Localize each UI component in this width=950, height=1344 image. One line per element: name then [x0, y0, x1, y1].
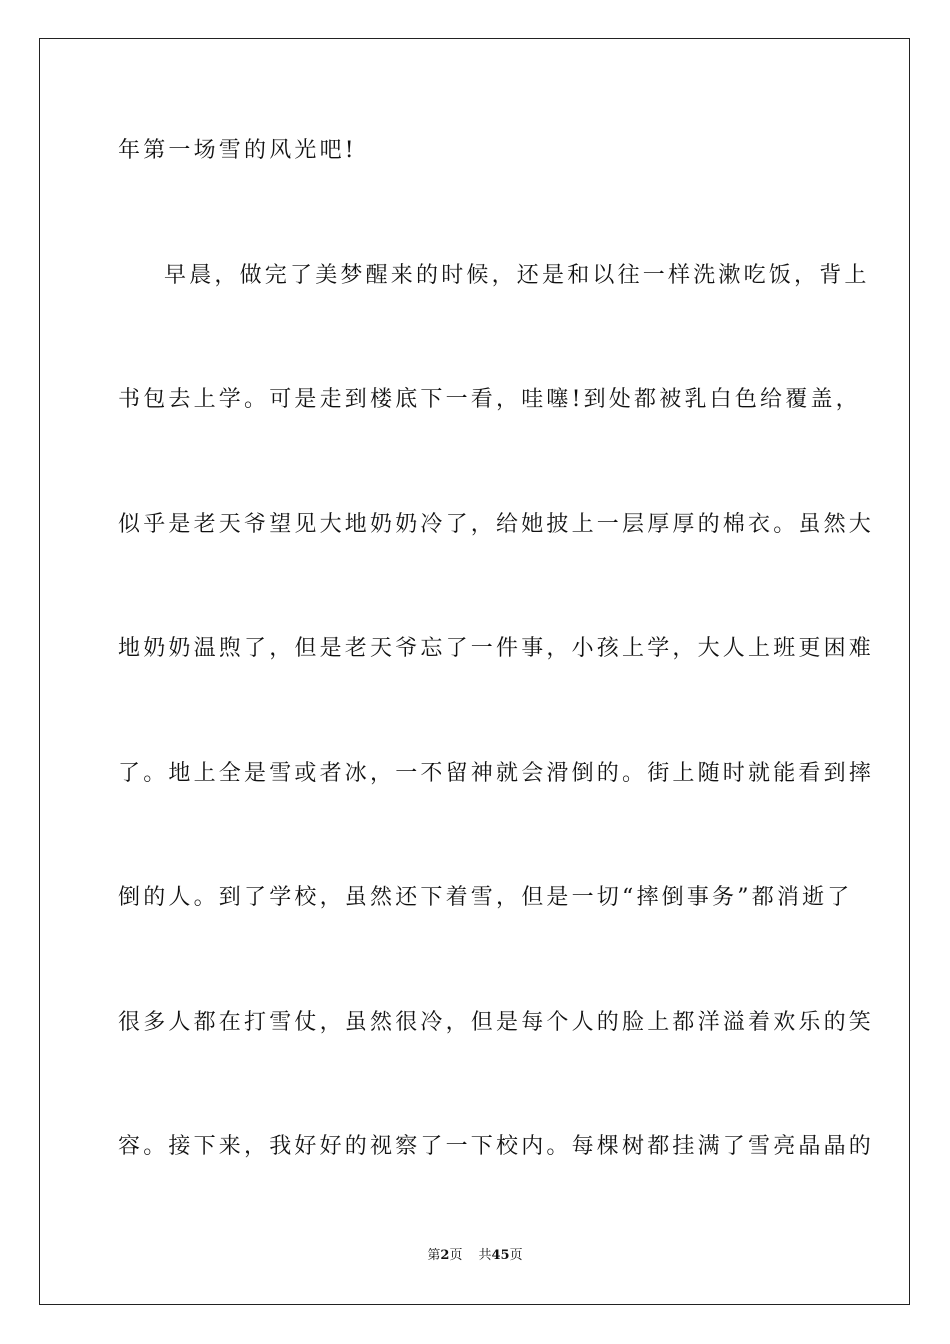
footer-total-suffix: 页 — [509, 1248, 523, 1263]
text-line-8: 很多人都在打雪仗，虽然很冷，但是每个人的脸上都洋溢着欢乐的笑 — [118, 1010, 875, 1035]
text-line-3: 书包去上学。可是走到楼底下一看，哇噻!到处都被乳白色给覆盖， — [118, 387, 861, 412]
text-line-2: 早晨，做完了美梦醒来的时候，还是和以往一样洗漱吃饭，背上 — [164, 263, 870, 288]
text-line-4: 似乎是老天爷望见大地奶奶冷了，给她披上一层厚厚的棉衣。虽然大 — [118, 512, 875, 537]
text-line-7: 倒的人。到了学校，虽然还下着雪，但是一切“摔倒事务”都消逝了 — [118, 885, 853, 910]
footer-page-suffix: 页 — [449, 1248, 463, 1263]
footer-total-pages: 45 — [491, 1248, 510, 1263]
footer-total-prefix: 共 — [478, 1248, 492, 1263]
text-line-9: 容。接下来，我好好的视察了一下校内。每棵树都挂满了雪亮晶晶的 — [118, 1134, 875, 1159]
text-line-5: 地奶奶温煦了，但是老天爷忘了一件事，小孩上学，大人上班更困难 — [118, 636, 875, 661]
page-footer — [0, 1248, 950, 1264]
page-border — [39, 38, 910, 1305]
text-line-6: 了。地上全是雪或者冰，一不留神就会滑倒的。街上随时就能看到摔 — [118, 761, 875, 786]
footer-page-number: 2 — [440, 1248, 450, 1263]
footer-page-prefix: 第 — [427, 1248, 441, 1263]
text-line-1: 年第一场雪的风光吧! — [118, 138, 357, 163]
